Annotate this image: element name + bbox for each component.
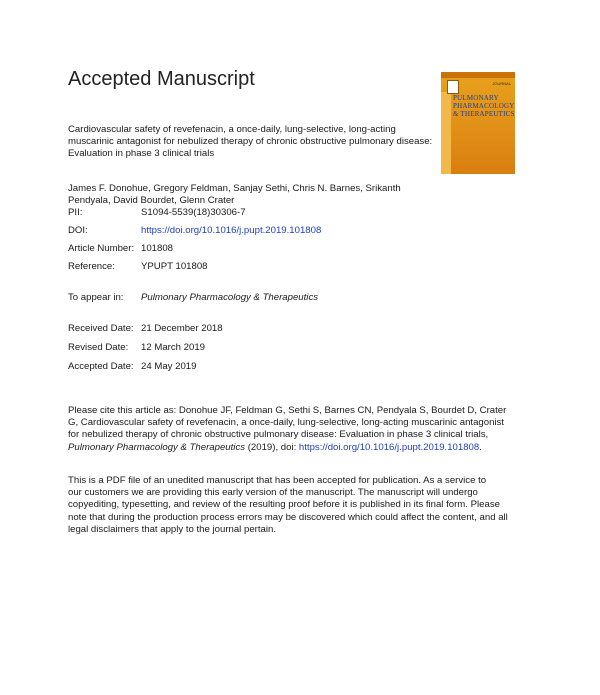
cover-corner-text: JOURNAL [492, 81, 511, 86]
cover-top-bar [441, 72, 515, 78]
cover-journal-title [453, 94, 515, 118]
authors-line: Pendyala, David Bourdet, Glenn Crater [68, 195, 235, 207]
revised-label: Revised Date: [68, 342, 129, 353]
received-row [68, 323, 468, 335]
cover-title-line: & THERAPEUTICS [453, 110, 515, 118]
citation-paragraph [68, 405, 528, 454]
cover-title-line: PHARMACOLOGY [453, 102, 515, 110]
received-value: 21 December 2018 [141, 323, 223, 334]
accepted-label: Accepted Date: [68, 361, 134, 372]
journal-name: Pulmonary Pharmacology & Therapeutics [141, 292, 319, 303]
pii-row [68, 207, 468, 219]
accepted-value: 24 May 2019 [141, 361, 197, 372]
citation-line: Please cite this article as: Donohue JF, Feldman G, Sethi S, Barnes CN, Pendyala S, Bourdet D, Crater [68, 405, 507, 416]
to-appear-row [68, 292, 468, 304]
notice-line: our customers we are providing this early version of the manuscript. The manuscript will undergo [68, 487, 478, 499]
article-title-line: Cardiovascular safety of revefenacin, a once-daily, lung-selective, long-acting [68, 124, 396, 135]
notice-paragraph [68, 475, 528, 536]
citation-line: for nebulized therapy of chronic obstructive pulmonary disease: Evaluation in phase 3 clinical trials, [68, 429, 489, 441]
citation-line [68, 442, 528, 454]
notice-line: note that during the production process errors may be discovered which could affect the content, and all [68, 511, 508, 523]
citation-year-doi: (2019), doi: [245, 441, 299, 453]
pii-label: PII: [68, 207, 83, 218]
reference-value: YPUPT 101808 [141, 261, 208, 272]
notice-line: This is a PDF file of an unedited manuscript that has been accepted for publication. As a service to [68, 475, 487, 486]
article-title [68, 124, 453, 161]
article-number-row [68, 243, 468, 255]
citation-line: G, Cardiovascular safety of revefenacin, a once-daily, lung-selective, long-acting muscarinic antagonist [68, 417, 505, 429]
notice-line: legal disclaimers that apply to the journal pertain. [68, 523, 276, 535]
citation-doi-link[interactable]: https://doi.org/10.1016/j.pupt.2019.101808 [298, 441, 480, 453]
article-authors [68, 183, 413, 207]
pii-value: S1094-5539(18)30306-7 [141, 207, 246, 218]
doi-label: DOI: [68, 225, 88, 236]
article-title-line: Evaluation in phase 3 clinical trials [68, 148, 215, 160]
doi-row [68, 225, 468, 237]
reference-row [68, 261, 468, 273]
citation-journal: Pulmonary Pharmacology & Therapeutics [68, 441, 246, 453]
doi-link[interactable]: https://doi.org/10.1016/j.pupt.2019.101808 [141, 225, 322, 236]
authors-line: James F. Donohue, Gregory Feldman, Sanjay Sethi, Chris N. Barnes, Srikanth [68, 183, 401, 194]
article-title-line: muscarinic antagonist for nebulized therapy of chronic obstructive pulmonary disease: [68, 136, 433, 148]
accepted-row [68, 361, 468, 373]
page-heading: Accepted Manuscript [68, 68, 255, 90]
publisher-logo-icon [447, 80, 459, 94]
article-number-value: 101808 [141, 243, 174, 254]
article-number-label: Article Number: [68, 243, 135, 254]
citation-end: . [479, 441, 482, 453]
notice-line: copyediting, typesetting, and review of the resulting proof before it is published in its final form. Please [68, 499, 500, 511]
revised-value: 12 March 2019 [141, 342, 205, 353]
revised-row [68, 342, 468, 354]
cover-title-line: PULMONARY [453, 94, 499, 102]
received-label: Received Date: [68, 323, 134, 334]
reference-label: Reference: [68, 261, 115, 272]
to-appear-label: To appear in: [68, 292, 124, 303]
